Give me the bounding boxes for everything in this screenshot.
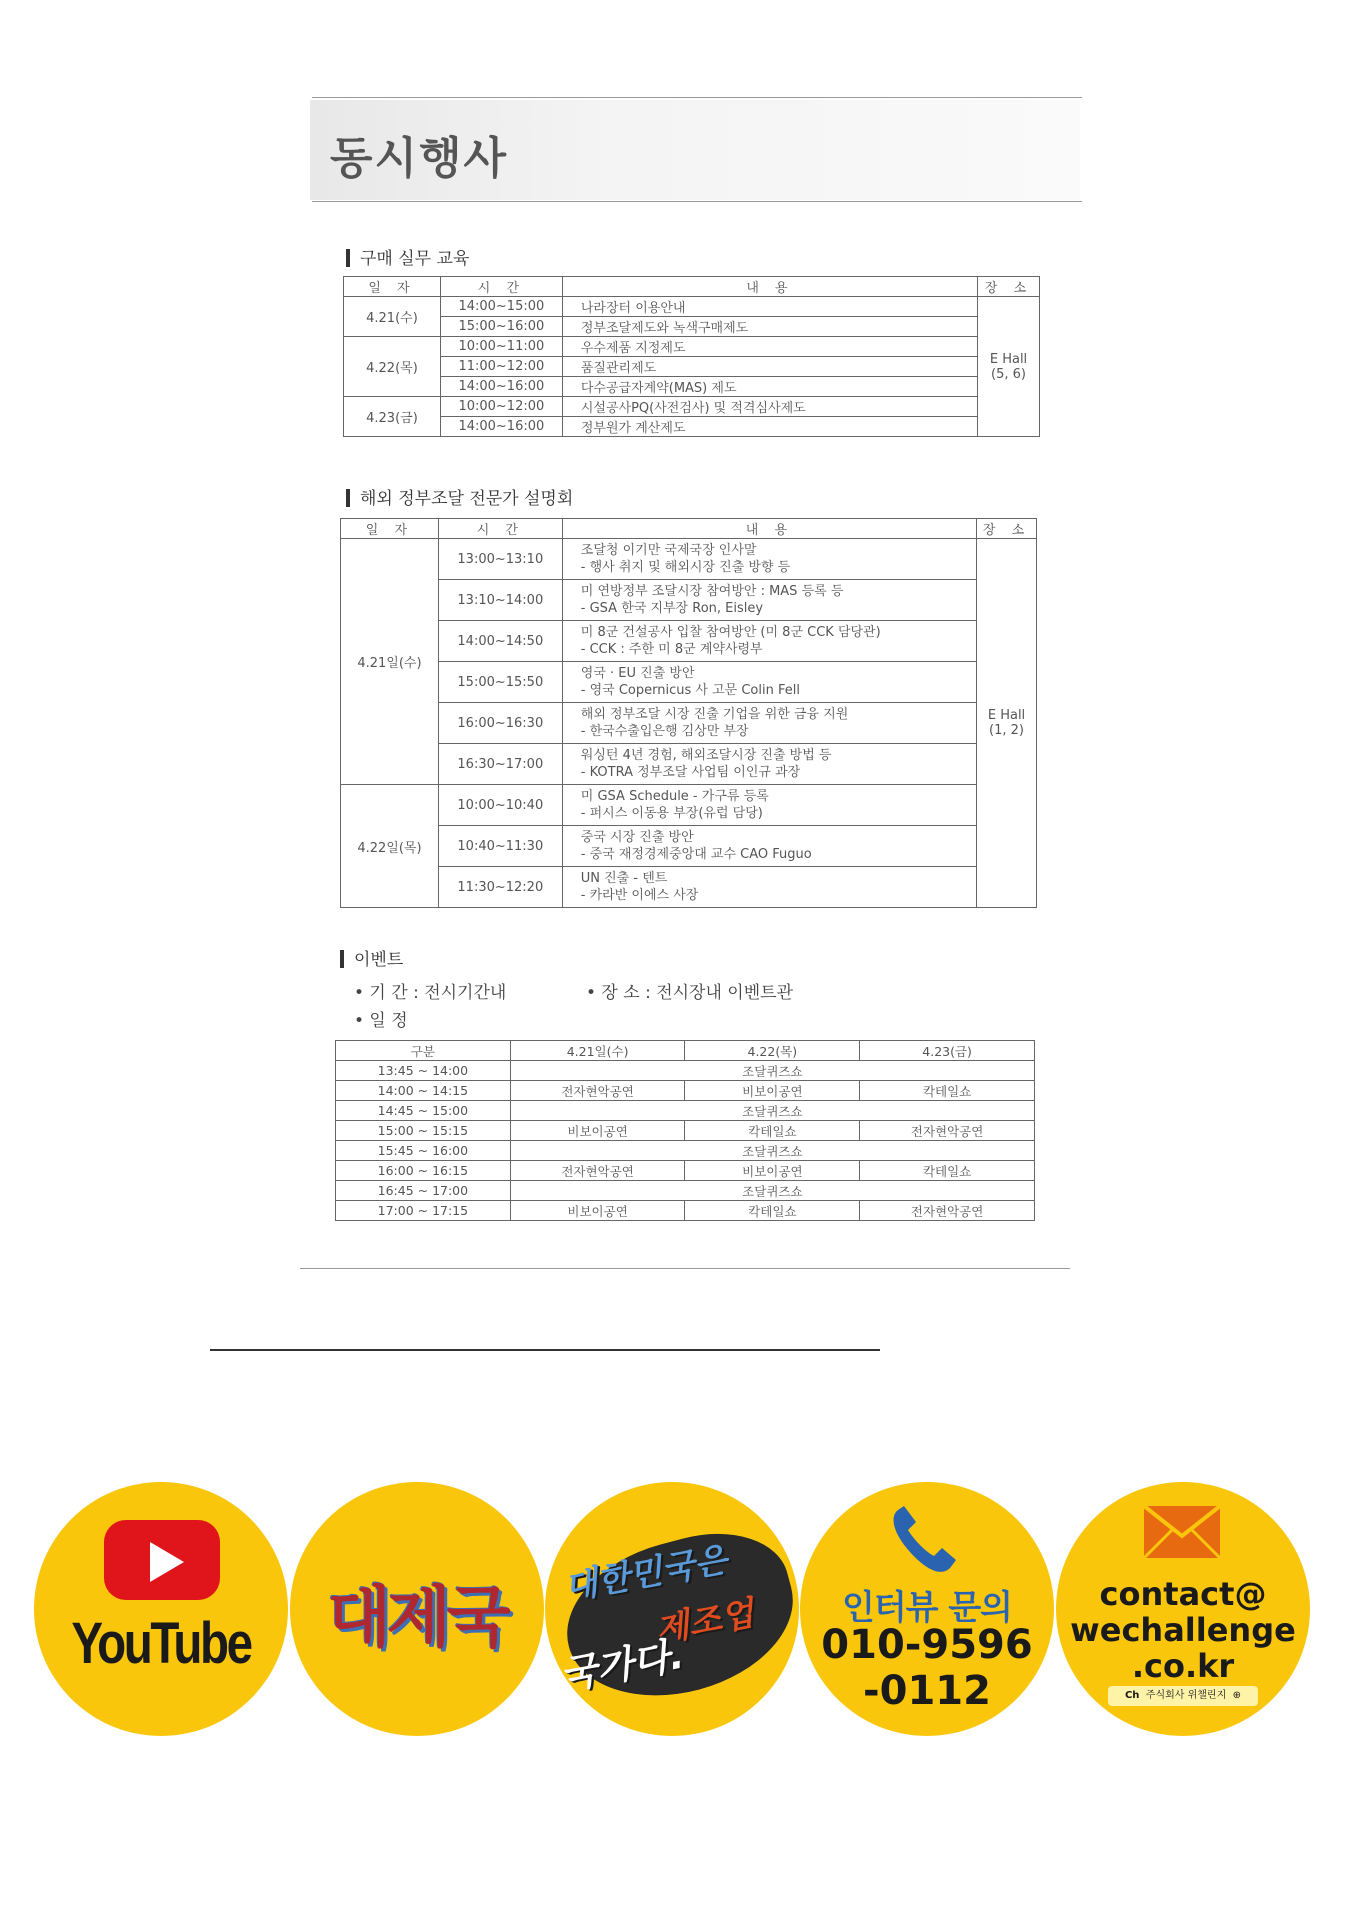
place-cell: E Hall (1, 2) <box>977 539 1037 908</box>
col-header-place: 장 소 <box>977 519 1037 539</box>
table-row: 13:45 ~ 14:00 조달퀴즈쇼 <box>336 1061 1035 1081</box>
daejeguk-logo[interactable]: 대제국 <box>290 1482 544 1736</box>
table-row: 10:40~11:30 중국 시장 진출 방안 - 중국 재정경제중앙대 교수 CAO Fuguo <box>341 826 1037 867</box>
col-header-content: 내 용 <box>562 277 977 297</box>
table-row: 16:45 ~ 17:00 조달퀴즈쇼 <box>336 1181 1035 1201</box>
event-venue: • 장 소 : 전시장내 이벤트관 <box>586 983 793 1003</box>
table-row: 14:45 ~ 15:00 조달퀴즈쇼 <box>336 1101 1035 1121</box>
scan-line <box>210 1349 880 1351</box>
table-row: 15:00 ~ 15:15 비보이공연 칵테일쇼 전자현악공연 <box>336 1121 1035 1141</box>
channel-badge: Ch 주식회사 위챌린지 ⊕ <box>1108 1686 1258 1706</box>
col-header-category: 구분 <box>336 1041 511 1061</box>
table-row: 14:00 ~ 14:15 전자현악공연 비보이공연 칵테일쇼 <box>336 1081 1035 1101</box>
table-row: 4.21(수) 14:00~15:00 나라장터 이용안내 E Hall (5, 6) <box>344 297 1040 317</box>
phone-icon <box>880 1502 970 1582</box>
section3-heading: 이벤트 <box>340 945 403 970</box>
table-row: 4.23(금) 10:00~12:00 시설공사PQ(사전검사) 및 적격심사제도 <box>344 397 1040 417</box>
top-rule <box>312 97 1082 98</box>
section1-heading: 구매 실무 교육 <box>346 244 469 269</box>
table-row: 15:00~15:50 영국 · EU 진출 방안 - 영국 Copernicus 사 고문 Colin Fell <box>341 662 1037 703</box>
event-schedule-label: • 일 정 <box>354 1011 408 1031</box>
training-table <box>343 276 1040 437</box>
table-row: 4.22일(목) 10:00~10:40 미 GSA Schedule - 가구류 등록 - 퍼시스 이동용 부장(유럽 담당) <box>341 785 1037 826</box>
table-row: 14:00~16:00 다수공급자계약(MAS) 제도 <box>344 377 1040 397</box>
manufacturing-logo[interactable]: 대한민국은 제조업 국가다. <box>545 1482 799 1736</box>
col-header-content: 내 용 <box>562 519 976 539</box>
table-row: 16:00 ~ 16:15 전자현악공연 비보이공연 칵테일쇼 <box>336 1161 1035 1181</box>
col-header-day1: 4.21일(수) <box>510 1041 685 1061</box>
col-header-place: 장 소 <box>978 277 1040 297</box>
table-row: 16:00~16:30 해외 정부조달 시장 진출 기업을 위한 금융 지원 - 한국수출입은행 김상만 부장 <box>341 703 1037 744</box>
event-period: • 기 간 : 전시기간내 <box>354 983 507 1003</box>
table-row: 15:45 ~ 16:00 조달퀴즈쇼 <box>336 1141 1035 1161</box>
title-rule <box>312 201 1082 202</box>
play-triangle-icon <box>150 1542 184 1582</box>
youtube-badge[interactable]: YouTube <box>34 1482 288 1736</box>
place-cell: E Hall (5, 6) <box>978 297 1040 437</box>
event-table <box>335 1040 1035 1221</box>
interview-contact[interactable]: 인터뷰 문의 010-9596 -0112 <box>800 1482 1054 1736</box>
col-header-time: 시 간 <box>440 277 562 297</box>
col-header-day2: 4.22(목) <box>685 1041 860 1061</box>
table-row: 13:10~14:00 미 연방정부 조달시장 참여방안 : MAS 등록 등 - GSA 한국 지부장 Ron, Eisley <box>341 580 1037 621</box>
seminar-table <box>340 518 1037 908</box>
bottom-rule <box>300 1268 1070 1269</box>
table-row: 11:00~12:00 품질관리제도 <box>344 357 1040 377</box>
col-header-time: 시 간 <box>438 519 562 539</box>
table-row: 15:00~16:00 정부조달제도와 녹색구매제도 <box>344 317 1040 337</box>
email-contact[interactable]: contact@ wechallenge .co.kr Ch 주식회사 위챌린지 ⊕ <box>1056 1482 1310 1736</box>
plus-icon: ⊕ <box>1232 1690 1242 1701</box>
page-title: 동시행사 <box>330 133 509 184</box>
table-row: 4.22(목) 10:00~11:00 우수제품 지정제도 <box>344 337 1040 357</box>
table-row: 11:30~12:20 UN 진출 - 텐트 - 카라반 이에스 사장 <box>341 867 1037 908</box>
table-row: 14:00~14:50 미 8군 건설공사 입찰 참여방안 (미 8군 CCK 담당관) - CCK : 주한 미 8군 계약사령부 <box>341 621 1037 662</box>
section2-heading: 해외 정부조달 전문가 설명회 <box>346 484 573 509</box>
col-header-date: 일 자 <box>341 519 439 539</box>
envelope-icon <box>1142 1504 1222 1560</box>
table-row: 17:00 ~ 17:15 비보이공연 칵테일쇼 전자현악공연 <box>336 1201 1035 1221</box>
table-row: 16:30~17:00 워싱턴 4년 경험, 해외조달시장 진출 방법 등 - KOTRA 정부조달 사업팀 이인규 과장 <box>341 744 1037 785</box>
col-header-day3: 4.23(금) <box>860 1041 1035 1061</box>
col-header-date: 일 자 <box>344 277 441 297</box>
table-row: 14:00~16:00 정부원가 계산제도 <box>344 417 1040 437</box>
table-row: 4.21일(수) 13:00~13:10 조달청 이기만 국제국장 인사말 - 행사 취지 및 해외시장 진출 방향 등 E Hall (1, 2) <box>341 539 1037 580</box>
